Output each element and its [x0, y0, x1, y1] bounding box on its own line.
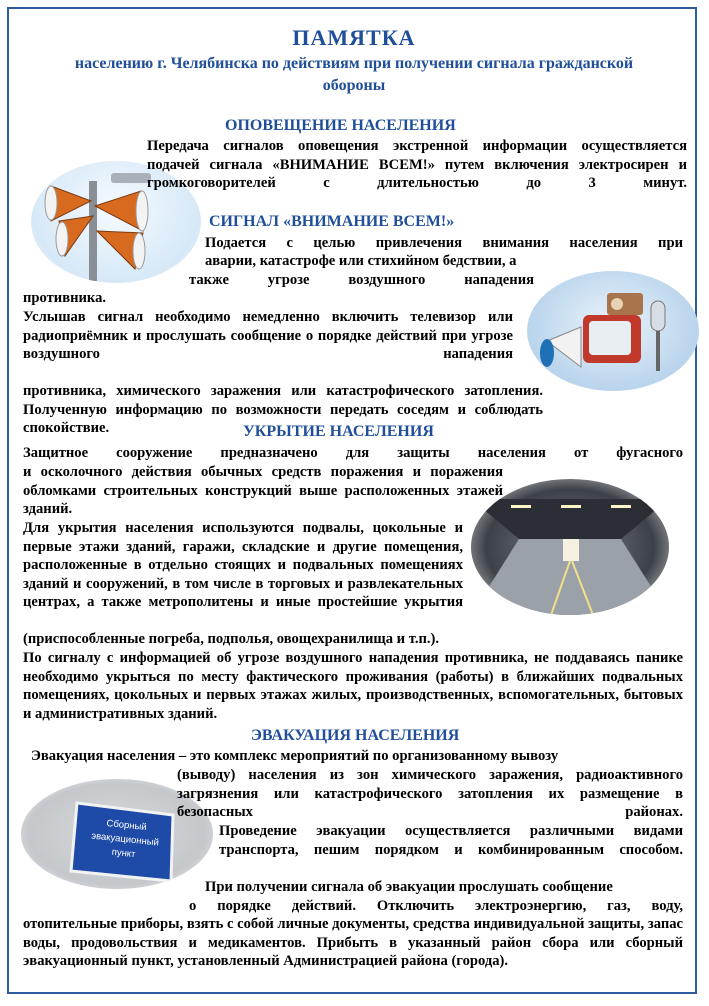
heading-notification: ОПОВЕЩЕНИЕ НАСЕЛЕНИЯ: [225, 117, 456, 134]
notification-text: Передача сигналов оповещения экстренной информации осуществляется подачей сигнала «ВНИМАНИЕ ВСЕМ!» путем включения электросирен и громкоговорителей с длительностью до 3 минут.: [147, 138, 687, 191]
heading-shelter: УКРЫТИЕ НАСЕЛЕНИЯ: [243, 423, 434, 440]
heading-attention-signal: СИГНАЛ «ВНИМАНИЕ ВСЕМ!»: [209, 213, 455, 230]
attention-line-3: также угрозе воздушного нападения: [189, 272, 534, 288]
attention-text-2: Услышав сигнал необходимо немедленно включить телевизор или радиоприёмник и прослушать сообщение о порядке действий при угрозе воздушного нападения: [23, 309, 513, 362]
heading-evacuation: ЭВАКУАЦИЯ НАСЕЛЕНИЯ: [251, 727, 460, 744]
page-subtitle: населению г. Челябинска по действиям при получении сигнала гражданской обороны: [74, 55, 634, 94]
evacuation-text-1: (выводу) населения из зон химического заражения, радиоактивного загрязнения или катастрофического затопления их размещение в безопасных районах.: [177, 767, 683, 820]
evacuation-sign-text: Сборный эвакуационный пункт: [90, 818, 160, 861]
shelter-text-3: По сигналу с информацией об угрозе воздушного нападения противника, не поддаваясь панике необходимо укрыться по месту фактического проживания (работы) в ближайших подвальных помещениях, цокольных и первых этажах жилых, производственных, вспомогательных, бытовых и административных зданий.: [23, 650, 683, 722]
tv-radio-image: [527, 271, 699, 391]
shelter-line-1: Защитное сооружение предназначено для защиты населения от фугасного: [23, 445, 683, 461]
attention-line-4: противника.: [23, 290, 107, 306]
attention-text-3: противника, химического заражения или катастрофического затопления. Полученную информацию по возможности передать соседям и соблюдать спокойствие.: [23, 383, 543, 436]
evacuation-text-2: Проведение эвакуации осуществляется различными видами транспорта, пешим порядком и комбинированным способом.: [219, 823, 683, 858]
evacuation-line-1: Эвакуация населения – это комплекс мероприятий по организованному вывозу: [31, 748, 559, 764]
evacuation-text-3: о порядке действий. Отключить электроэнергию, газ, воду,: [189, 898, 683, 914]
page-frame: [7, 7, 697, 994]
evacuation-text-4: отопительные приборы, взять с собой личные документы, средства индивидуальной защиты, запас воды, продовольствия и медикаментов. Прибыть в указанный район сбора или сборный эвакуационный пункт, установленный Администрацией района (города).: [23, 916, 683, 969]
evacuation-line-2: При получении сигнала об эвакуации прослушать сообщение: [205, 879, 613, 895]
page-title: ПАМЯТКА: [292, 25, 416, 50]
attention-line-2: аварии, катастрофе или стихийном бедствии, а: [205, 253, 517, 269]
attention-line-1: Подается с целью привлечения внимания населения при: [205, 235, 683, 251]
shelter-text-1: и осколочного действия обычных средств поражения и поражения обломками строительных конструкций выше расположенных этажей зданий.: [23, 464, 503, 517]
shelter-line-2: (приспособленные погреба, подполья, овощехранилища и т.п.).: [23, 631, 440, 647]
shelter-text-2: Для укрытия населения используются подвалы, цокольные и первые этажи зданий, гаражи, складские и другие помещения, расположенные в отдельно стоящих и подвальных помещениях зданий и сооружений, в том числе в торговых и развлекательных центрах, а также метрополитены и иные простейшие укрытия: [23, 520, 463, 610]
